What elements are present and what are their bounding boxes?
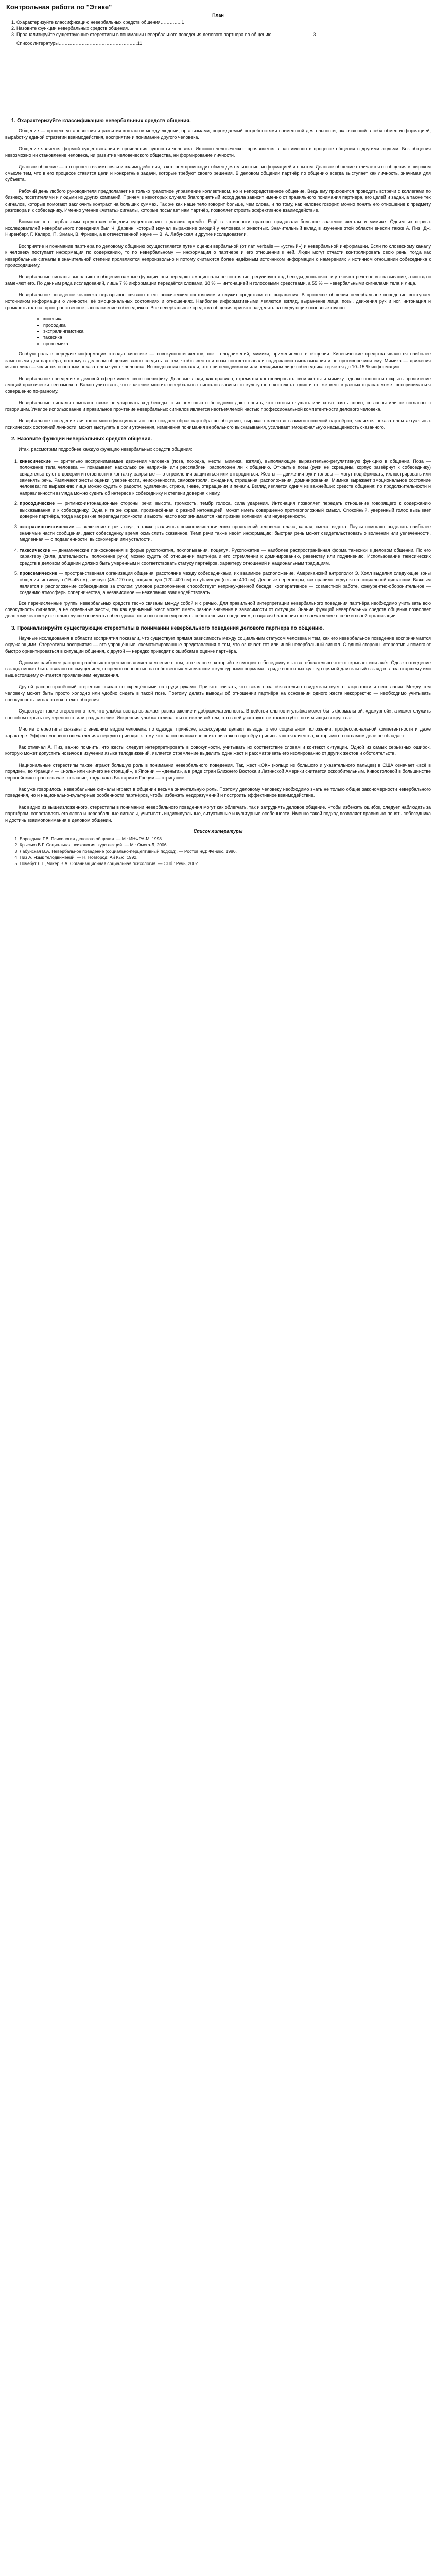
paragraph: Одним из наиболее распространённых стереотипов является мнение о том, что человек, который не смотрит собеседнику в глаза, обязательно что-то скрывает или лжёт. Однако отведение взгляда может быть связано со смущением, сосредоточенностью на собственных мыслях или с культурными нормами: в ряде восточных культур прямой длительный взгляд в глаза старшему или вышестоящему считается проявлением неуважения.: [5, 659, 431, 678]
term-description: — динамические прикосновения в форме рукопожатия, похлопывания, поцелуя. Рукопожатие — наиболее распространённая форма такесики в деловом общении. По его характеру (сила, длительность, положение руки) можно судить об отношении партнёра и его стремлении к доминированию, равенству или подчинению. Использование такесических средств в деловом общении должно быть умеренным и соответствовать статусу партнёров, характеру отношений и национальным традициям.: [20, 547, 431, 566]
paragraph: Общение является формой существования и проявления сущности человека. Истинно человеческое проявляется в нас именно в процессе общения с другими людьми. Без общения невозможно ни становление человека, ни развитие человеческого общества, ни формирование личности.: [5, 146, 431, 158]
term: проксемические: [20, 570, 58, 576]
section-2-heading: 2. Назовите функции невербальных средств общения.: [11, 436, 152, 443]
list-item: • такесика: [43, 334, 431, 341]
list-item: [20, 570, 431, 596]
literature-heading: Список литературы: [193, 828, 243, 834]
literature-item: 2. Крысько В.Г. Социальная психология: курс лекций. — М.: Омега-Л, 2006.: [20, 842, 431, 848]
paragraph: Национальные стереотипы также играют большую роль в понимании невербального поведения. Так, жест «ОК» (кольцо из большого и указательного пальцев) в США означает «всё в порядке», во Франции — «ноль» или «ничего не стоящий», в Японии — «деньги», а в ряде стран Ближнего Востока и Латинской Америки считается оскорбительным. Кивок головой в большинстве европейских стран означает согласие, тогда как в Болгарии и Греции — отрицание.: [5, 762, 431, 781]
list-item: [20, 458, 431, 496]
term-description: — зрительно воспринимаемые движения человека (поза, походка, жесты, мимика, взгляд), выполняющие выразительно-регулятивную функцию в общении. Поза — положение тела человека — показывает, насколько он напряжён или расслаблен, расположен ли к общению. Открытые позы (руки не скрещены, корпус развёрнут к собеседнику) свидетельствуют о доверии и готовности к контакту, закрытые — о стремлении защититься или отгородиться. Жесты — движения рук и головы — могут подчёркивать, иллюстрировать или заменять речь. Различают жесты оценки, уверенности, неискренности, самоконтроля, ожидания, отрицания, расположения, доминирования. Мимика выражает эмоциональное состояние человека; по выражению лица можно судить о радости, удивлении, страхе, гневе, отвращении и печали. Взгляд является одним из важнейших средств общения: по продолжительности и направленности взгляда можно судить об интересе к собеседнику и степени доверия к нему.: [20, 458, 431, 496]
list-item: • просодика: [43, 322, 431, 328]
paragraph: Восприятие и понимание партнера по деловому общению осуществляется путем оценки вербальной (от лат. verbalis — «устный») и невербальной информации. Если по словесному каналу к человеку поступает информация по содержанию, то по невербальному — информация о партнере и его отношении к ней. Люди могут отчасти контролировать свою речь, тогда как невербальные сигналы в значительной степени проявляются непроизвольно и потому считаются более надёжным источником информации о намерениях и истинном отношении собеседника к происходящему.: [5, 243, 431, 268]
plan-heading: План: [212, 13, 224, 18]
literature-item: 4. Пиз А. Язык телодвижений. — Н. Новгород: Ай Кью, 1992.: [20, 854, 431, 860]
nonverbal-means-list: [5, 458, 431, 596]
term: просодические: [20, 501, 55, 506]
list-item: • проксемика: [43, 341, 431, 347]
paragraph: Невербальное поведение человека неразрывно связано с его психическим состоянием и служит средством его выражения. В процессе общения невербальное поведение выступает источником информации о личности, её эмоциональных состояниях и отношениях. Наиболее информативными являются взгляд, выражение лица, позы, движения рук и ног, интонация и громкость голоса, пространственное расположение собеседников. Все невербальные средства общения принято разделять на следующие основные группы:: [5, 292, 431, 310]
paragraph: Невербальные сигналы выполняют в общении важные функции: они передают эмоциональное состояние, регулируют ход беседы, дополняют и уточняют речевое высказывание, а иногда и заменяют его. По данным ряда исследований, лишь 7 % информации передаётся словами, 38 % — интонацией и голосовыми средствами, а 55 % — невербальными сигналами тела и лица.: [5, 274, 431, 286]
section-3-heading: 3. Проанализируйте существующие стереотипы в понимании невербального поведения делового партнера по общению.: [11, 625, 324, 631]
paragraph: Как уже говорилось, невербальные сигналы играют в общении весьма значительную роль. Поэтому деловому человеку необходимо знать не только общие закономерности невербального поведения, но и национально-культурные особенности партнёров, чтобы избежать недоразумений и построить эффективное взаимодействие.: [5, 787, 431, 799]
literature-item: 1. Бороздина Г.В. Психология делового общения. — М.: ИНФРА-М, 1998.: [20, 836, 431, 842]
term: такесические: [20, 547, 50, 553]
plan-item: 3. Проанализируйте существующие стереотипы в понимании невербального поведения делового партнера по общению………………………3: [16, 31, 431, 38]
document-title: Контрольная работа по "Этике": [6, 3, 112, 11]
literature-item: 5. Почебут Л.Г., Чикер В.А. Организационная социальная психология. — СПб.: Речь, 2002.: [20, 860, 431, 867]
paragraph: Как отмечал А. Пиз, важно помнить, что жесты следует интерпретировать в совокупности, учитывать их соответствие словам и контекст ситуации. Одной из самых серьёзных ошибок, которую может допустить новичок в изучении языка телодвижений, является стремление выделить один жест и рассматривать его изолированно от других жестов и обстоятельств.: [5, 744, 431, 756]
paragraph: Общение — процесс установления и развития контактов между людьми, организмами, порождаемый потребностями совместной деятельности, включающий в себя обмен информацией, выработку единой стратегии взаимодействия, восприятие и понимание другого человека.: [5, 128, 431, 140]
paragraph: Невербальные сигналы помогают также регулировать ход беседы: с их помощью собеседники дают понять, что готовы слушать или хотят взять слово, согласны или не согласны с говорящим. Умелое использование и правильное прочтение невербальных сигналов является неотъемлемой частью профессиональной компетентности делового человека.: [5, 400, 431, 412]
paragraph: Невербальное поведение личности многофункционально: оно создаёт образ партнёра по общению, выражает качество взаимоотношений партнёров, является показателем актуальных психических состояний личности, может выступать в роли уточнения, изменения понимания вербального высказывания, усиливает эмоциональную насыщенность сказанного.: [5, 418, 431, 430]
paragraph: Другой распространённый стереотип связан со скрещёнными на груди руками. Принято считать, что такая поза обязательно свидетельствует о закрытости и несогласии. Между тем человеку может быть просто холодно или удобно сидеть в такой позе. Поэтому делать выводы об отношении партнёра на основании одного жеста некорректно — необходимо учитывать совокупность сигналов и контекст общения.: [5, 684, 431, 702]
paragraph: Научные исследования в области восприятия показали, что существует прямая зависимость между социальным статусом человека и тем, как его невербальное поведение воспринимается окружающими. Стереотипы восприятия — это упрощённые, схематизированные представления о том, что означает тот или иной невербальный сигнал. С одной стороны, стереотипы помогают быстро ориентироваться в ситуации общения, с другой — нередко приводят к ошибкам в оценке партнёра.: [5, 635, 431, 654]
paragraph: Деловое общение — это процесс взаимосвязи и взаимодействия, в котором происходит обмен деятельностью, информацией и опытом. Деловое общение отличается от общения в широком смысле тем, что в его процессе ставятся цели и конкретные задачи, которые требуют своего решения. В деловом общении партнёр по общению всегда выступает как личность, значимая для субъекта.: [5, 164, 431, 182]
paragraph: Как видно из вышеизложенного, стереотипы в понимании невербального поведения могут как облегчать, так и затруднять деловое общение. Чтобы избежать ошибок, следует наблюдать за партнёром, сопоставлять его слова и невербальные сигналы, учитывать индивидуальные, ситуативные и культурные особенности. Именно такой подход позволяет правильно понять собеседника и достичь взаимопонимания в деловом общении.: [5, 804, 431, 823]
paragraph: Все перечисленные группы невербальных средств тесно связаны между собой и с речью. Для правильной интерпретации невербального поведения партнёра необходимо учитывать всю совокупность сигналов, а не отдельные жесты, так как единичный жест может иметь разное значение в зависимости от ситуации. Знание функций невербальных средств общения позволяет деловому человеку не только лучше понимать собеседника, но и осознанно управлять собственным поведением, создавая благоприятное впечатление о себе и своей организации.: [5, 600, 431, 619]
term: кинесические: [20, 458, 51, 464]
nonverbal-groups-list: [5, 316, 431, 347]
literature-list: [5, 836, 431, 867]
section-1-heading: 1. Охарактеризуйте классификацию невербальных средств общения.: [11, 118, 191, 124]
plan-list: [5, 19, 431, 38]
paragraph: Внимание к невербальным средствам общения существовало с давних времён. Ещё в античности ораторы придавали большое значение жестам и мимике. Одним из первых исследователей невербального поведения был Ч. Дарвин, который изучал выражение эмоций у человека и животных. Значительный вклад в изучение этой области внесли также А. Пиз, Дж. Ниренберг, Г. Калеро, П. Экман, В. Фризен, а в отечественной науке — В. А. Лабунская и другие исследователи.: [5, 219, 431, 238]
paragraph: Особую роль в передаче информации отводят кинесике — совокупности жестов, поз, телодвижений, мимики, применяемых в общении. Кинесические средства являются наиболее заметными для партнёра, поэтому в деловом общении важно следить за тем, чтобы жесты и позы соответствовали содержанию высказывания и не противоречили ему. Мимика — движения мышц лица — является основным показателем чувств человека. Исследования показали, что при неподвижном или невидимом лице собеседника теряется до 10–15 % информации.: [5, 351, 431, 370]
plan-literature-line: Список литературы……………………………………………11: [16, 41, 143, 46]
list-item: [20, 500, 431, 519]
plan-item: 2. Назовите функции невербальных средств общения.: [16, 25, 431, 31]
document-page: [0, 0, 436, 877]
plan-item: 1. Охарактеризуйте классификацию невербальных средств общения…………..1: [16, 19, 431, 25]
literature-item: 3. Лабунская В.А. Невербальное поведение (социально-перцептивный подход). — Ростов н/Д: Феникс, 1986.: [20, 848, 431, 854]
paragraph: Многие стереотипы связаны с внешним видом человека: по одежде, причёске, аксессуарам делают выводы о его социальном положении, профессиональной компетентности и даже характере. Эффект «первого впечатления» нередко приводит к тому, что на основании внешних признаков партнёру приписываются качества, которыми он на самом деле не обладает.: [5, 726, 431, 738]
list-item: • экстралингвистика: [43, 328, 431, 334]
term: экстралингвистические: [20, 524, 74, 530]
paragraph: Итак, рассмотрим подробнее каждую функцию невербальных средств общения:: [19, 447, 193, 452]
list-item: [20, 523, 431, 543]
list-item: [20, 547, 431, 566]
paragraph: Рабочий день любого руководителя предполагает не только грамотное управление коллективом, но и непосредственное общение. Ведь ему приходится проводить встречи с коллегами по бизнесу, посетителями и людьми из других компаний. Причем в некоторых случаях благоприятный исход дела зависит именно от правильного понимания партнера, его целей и задач, а также тех сигналов, которые помогают заключить контракт на больших суммах. Так же как наше тело говорит больше, чем слова, и по тому, как человек говорит, можно понять его отношение к предмету разговора и к собеседнику. Именно умение «читать» сигналы, которые посылает нам партнёр, позволяет строить эффективное взаимодействие.: [5, 188, 431, 213]
paragraph: Существует также стереотип о том, что улыбка всегда выражает расположение и доброжелательность. В действительности улыбка может быть формальной, «дежурной», а может служить способом скрыть неуверенность или раздражение. Искренняя улыбка отличается от вежливой тем, что в ней участвуют не только губы, но и мышцы вокруг глаз.: [5, 708, 431, 720]
paragraph: Невербальное поведение в деловой сфере имеет свою специфику. Деловые люди, как правило, стремятся контролировать свои жесты и мимику, однако полностью скрыть проявление эмоций практически невозможно. Важно учитывать, что значение многих невербальных сигналов зависит от культурного контекста: один и тот же жест в разных странах может восприниматься совершенно по-разному.: [5, 376, 431, 394]
term-description: — ритмико-интонационные стороны речи: высота, громкость, тембр голоса, сила ударения. Интонация позволяет передать отношение говорящего к содержанию высказывания и к собеседнику. Одна и та же фраза, произнесённая с разной интонацией, может иметь совершенно противоположный смысл. Спокойный, уверенный голос вызывает доверие партнёра, тогда как резкие перепады громкости и высоты часто воспринимаются как признак волнения или неуверенности.: [20, 501, 431, 519]
term-description: — пространственная организация общения: расстояние между собеседниками, их взаимное расположение. Американский антрополог Э. Холл выделил следующие зоны общения: интимную (15–45 см), личную (45–120 см), социальную (120–400 см) и публичную (свыше 400 см). Деловые переговоры, как правило, ведутся на социальной дистанции. Важным является и расположение собеседников за столом: угловое расположение способствует непринуждённой беседе, кооперативное — совместной работе, конкурентно-оборонительное — созданию атмосферы соперничества, а независимое — нежеланию взаимодействовать.: [20, 570, 431, 596]
term-description: — включение в речь пауз, а также различных психофизиологических проявлений человека: плача, кашля, смеха, вздоха. Паузы помогают выделить наиболее значимые части сообщения, дают собеседнику время осмыслить сказанное. Темп речи также несёт информацию: быстрая речь может свидетельствовать о волнении или увлечённости, медленная — о подавленности, высокомерии или усталости.: [20, 524, 431, 543]
list-item: • кинесика: [43, 316, 431, 322]
